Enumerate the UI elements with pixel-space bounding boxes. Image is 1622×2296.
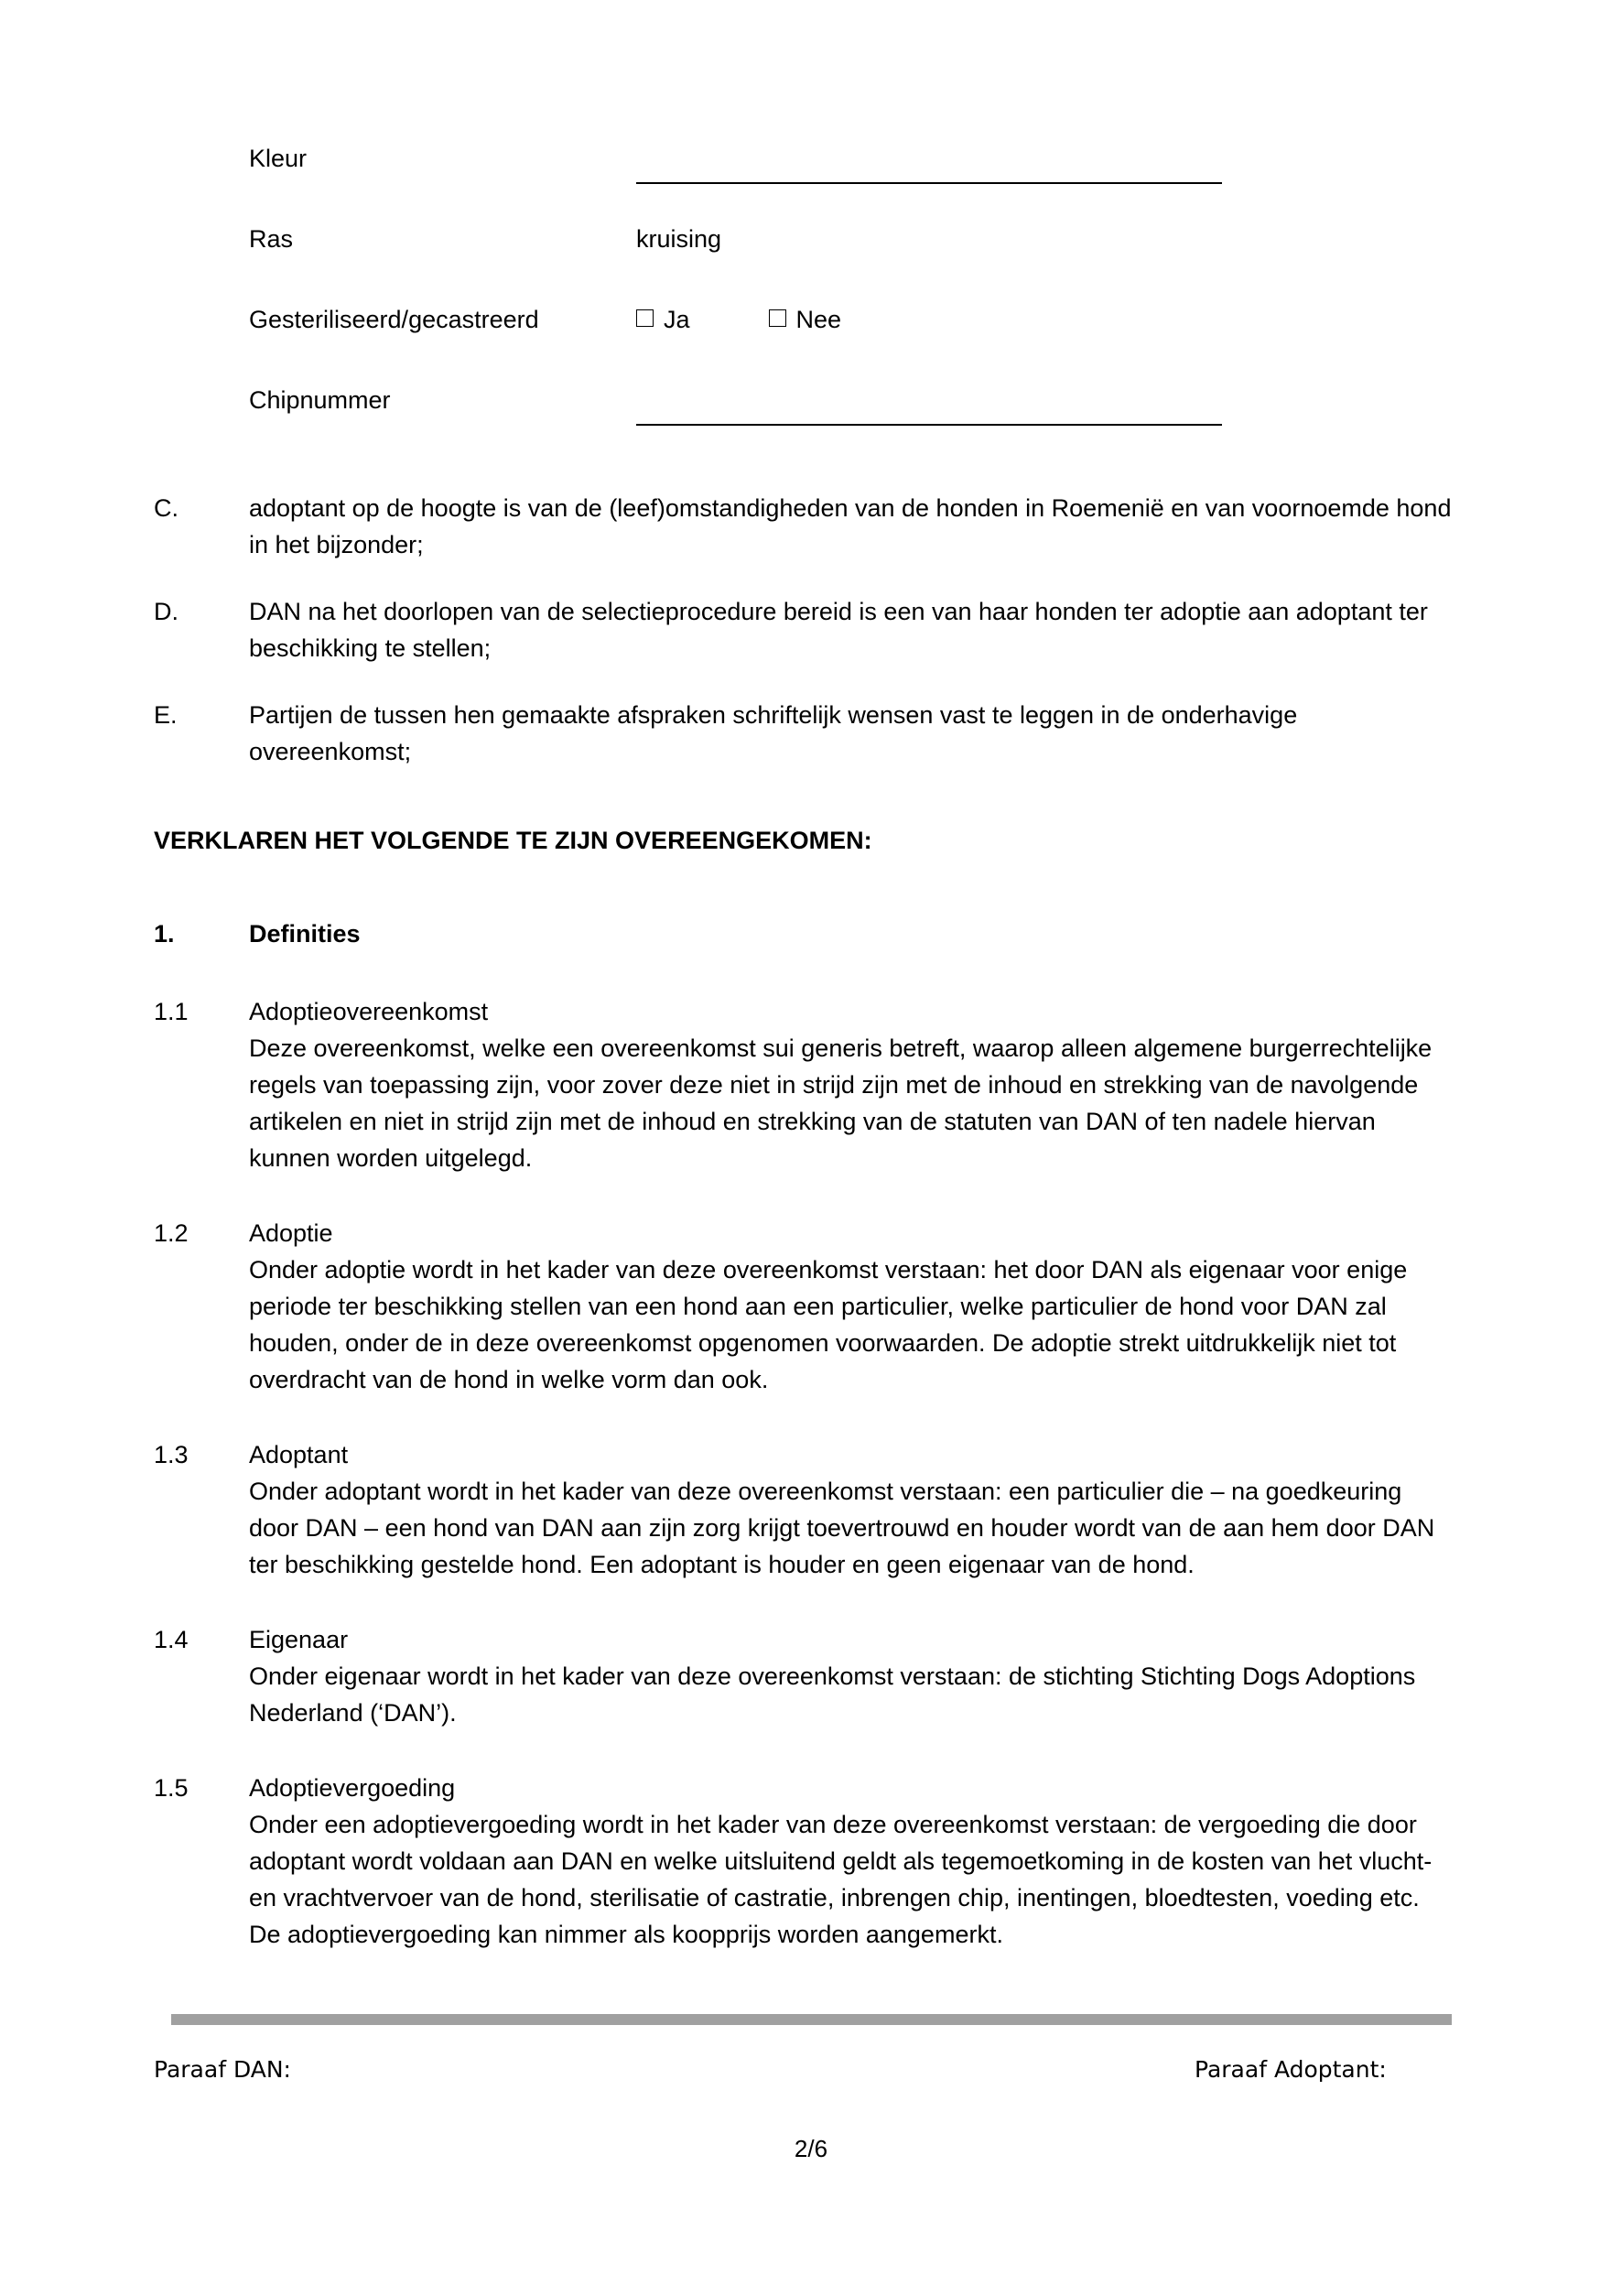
subsection-body	[249, 1770, 1454, 1953]
subsection-number: 1.1	[154, 998, 189, 1025]
section-number: 1.	[154, 920, 175, 948]
subsection-text: Onder eigenaar wordt in het kader van deze overeenkomst verstaan: de stichting Stichting Dogs Adoptions Nederland (‘DAN’).	[249, 1662, 1416, 1727]
dog-details-form	[249, 142, 1393, 464]
subsection-number: 1.5	[154, 1774, 189, 1802]
subsection-body	[249, 1215, 1454, 1398]
form-value-ras: kruising	[636, 225, 722, 253]
subsection-item	[154, 993, 1454, 1176]
chipnummer-underline	[636, 424, 1222, 426]
recital-item	[154, 490, 1454, 563]
subsection-item	[154, 1436, 1454, 1583]
subsection-title: Eigenaar	[249, 1626, 349, 1653]
checkbox-empty-icon[interactable]	[769, 309, 786, 327]
subsection-title: Adoptant	[249, 1441, 349, 1468]
form-row-ras	[249, 222, 1393, 274]
recital-text: Partijen de tussen hen gemaakte afspraken schriftelijk wensen vast te leggen in de onderhavige overeenkomst;	[249, 701, 1298, 765]
subsection-number: 1.4	[154, 1626, 189, 1653]
recital-marker: E.	[154, 701, 178, 729]
subsection-text: Deze overeenkomst, welke een overeenkomst sui generis betreft, waarop alleen algemene burgerrechtelijke regels van toepassing zijn, voor zover deze niet in strijd zijn met de inhoud en strekking van de navolgende artikelen en niet in strijd zijn met de inhoud en strekking van de statuten van DAN of ten nadele hiervan kunnen worden uitgelegd.	[249, 1034, 1433, 1172]
checkbox-label-ja: Ja	[664, 306, 690, 333]
subsection-text: Onder adoptie wordt in het kader van deze overeenkomst verstaan: het door DAN als eigenaar voor enige periode ter beschikking stellen van een hond aan een particulier, welke particulier de hond voor DAN zal houden, onder de in deze overeenkomst opgenomen voorwaarden. De adoptie strekt uitdrukkelijk niet tot overdracht van de hond in welke vorm dan ook.	[249, 1256, 1408, 1393]
subsection-text: Onder een adoptievergoeding wordt in het kader van deze overeenkomst verstaan: de vergoeding die door adoptant wordt voldaan aan DAN en welke uitsluitend geldt als tegemoetkoming in de kosten van het vlucht- en vrachtvervoer van de hond, sterilisatie of castratie, inbrengen chip, inentingen, bloedtesten, voeding etc. De adoptievergoeding kan nimmer als koopprijs worden aangemerkt.	[249, 1811, 1433, 1948]
form-row-kleur	[249, 142, 1393, 193]
subsection-body	[249, 993, 1454, 1176]
checkbox-option-ja[interactable]	[636, 303, 762, 336]
form-label-gesteriliseerd: Gesteriliseerd/gecastreerd	[249, 306, 539, 333]
form-label-ras: Ras	[249, 225, 294, 253]
footer-paraaf-dan: Paraaf DAN:	[154, 2056, 291, 2083]
subsection-number: 1.2	[154, 1219, 189, 1247]
subsection-body	[249, 1436, 1454, 1583]
recital-marker: D.	[154, 598, 178, 625]
checkbox-empty-icon[interactable]	[636, 309, 654, 327]
form-row-chipnummer	[249, 384, 1393, 435]
recital-text: adoptant op de hoogte is van de (leef)omstandigheden van de honden in Roemenië en van voornoemde hond in het bijzonder;	[249, 494, 1452, 558]
kleur-underline	[636, 182, 1222, 184]
form-value-gesteriliseerd	[636, 303, 1393, 336]
subsection-title: Adoptievergoeding	[249, 1774, 456, 1802]
subsection-title: Adoptie	[249, 1219, 333, 1247]
recital-marker: C.	[154, 494, 178, 522]
recitals-list	[154, 490, 1454, 800]
form-row-gesteriliseerd	[249, 303, 1393, 354]
checkbox-label-nee: Nee	[795, 306, 842, 333]
subsection-item	[154, 1215, 1454, 1398]
recital-text: DAN na het doorlopen van de selectieprocedure bereid is een van haar honden ter adoptie aan adoptant ter beschikking te stellen;	[249, 598, 1428, 662]
section-heading	[154, 915, 1454, 952]
section-title: Definities	[249, 920, 361, 948]
footer-paraaf-adoptant: Paraaf Adoptant:	[1195, 2056, 1387, 2083]
recital-item	[154, 593, 1454, 666]
footer-divider	[171, 2014, 1452, 2025]
form-label-kleur: Kleur	[249, 145, 308, 172]
form-label-chipnummer: Chipnummer	[249, 386, 391, 414]
subsection-text: Onder adoptant wordt in het kader van deze overeenkomst verstaan: een particulier die – na goedkeuring door DAN – een hond van DAN aan zijn zorg krijgt toevertrouwd en houder wordt van de aan hem door DAN ter beschikking gestelde hond. Een adoptant is houder en geen eigenaar van de hond.	[249, 1478, 1435, 1578]
subsection-body	[249, 1621, 1454, 1731]
definitions-section	[154, 915, 1454, 1991]
checkbox-option-nee[interactable]	[769, 303, 842, 336]
page-number: 2/6	[794, 2135, 828, 2162]
recital-item	[154, 697, 1454, 770]
subsection-title: Adoptieovereenkomst	[249, 998, 489, 1025]
subsection-item	[154, 1770, 1454, 1953]
subsection-item	[154, 1621, 1454, 1731]
subsection-number: 1.3	[154, 1441, 189, 1468]
declaration-heading: VERKLAREN HET VOLGENDE TE ZIJN OVEREENGEKOMEN:	[154, 827, 872, 854]
